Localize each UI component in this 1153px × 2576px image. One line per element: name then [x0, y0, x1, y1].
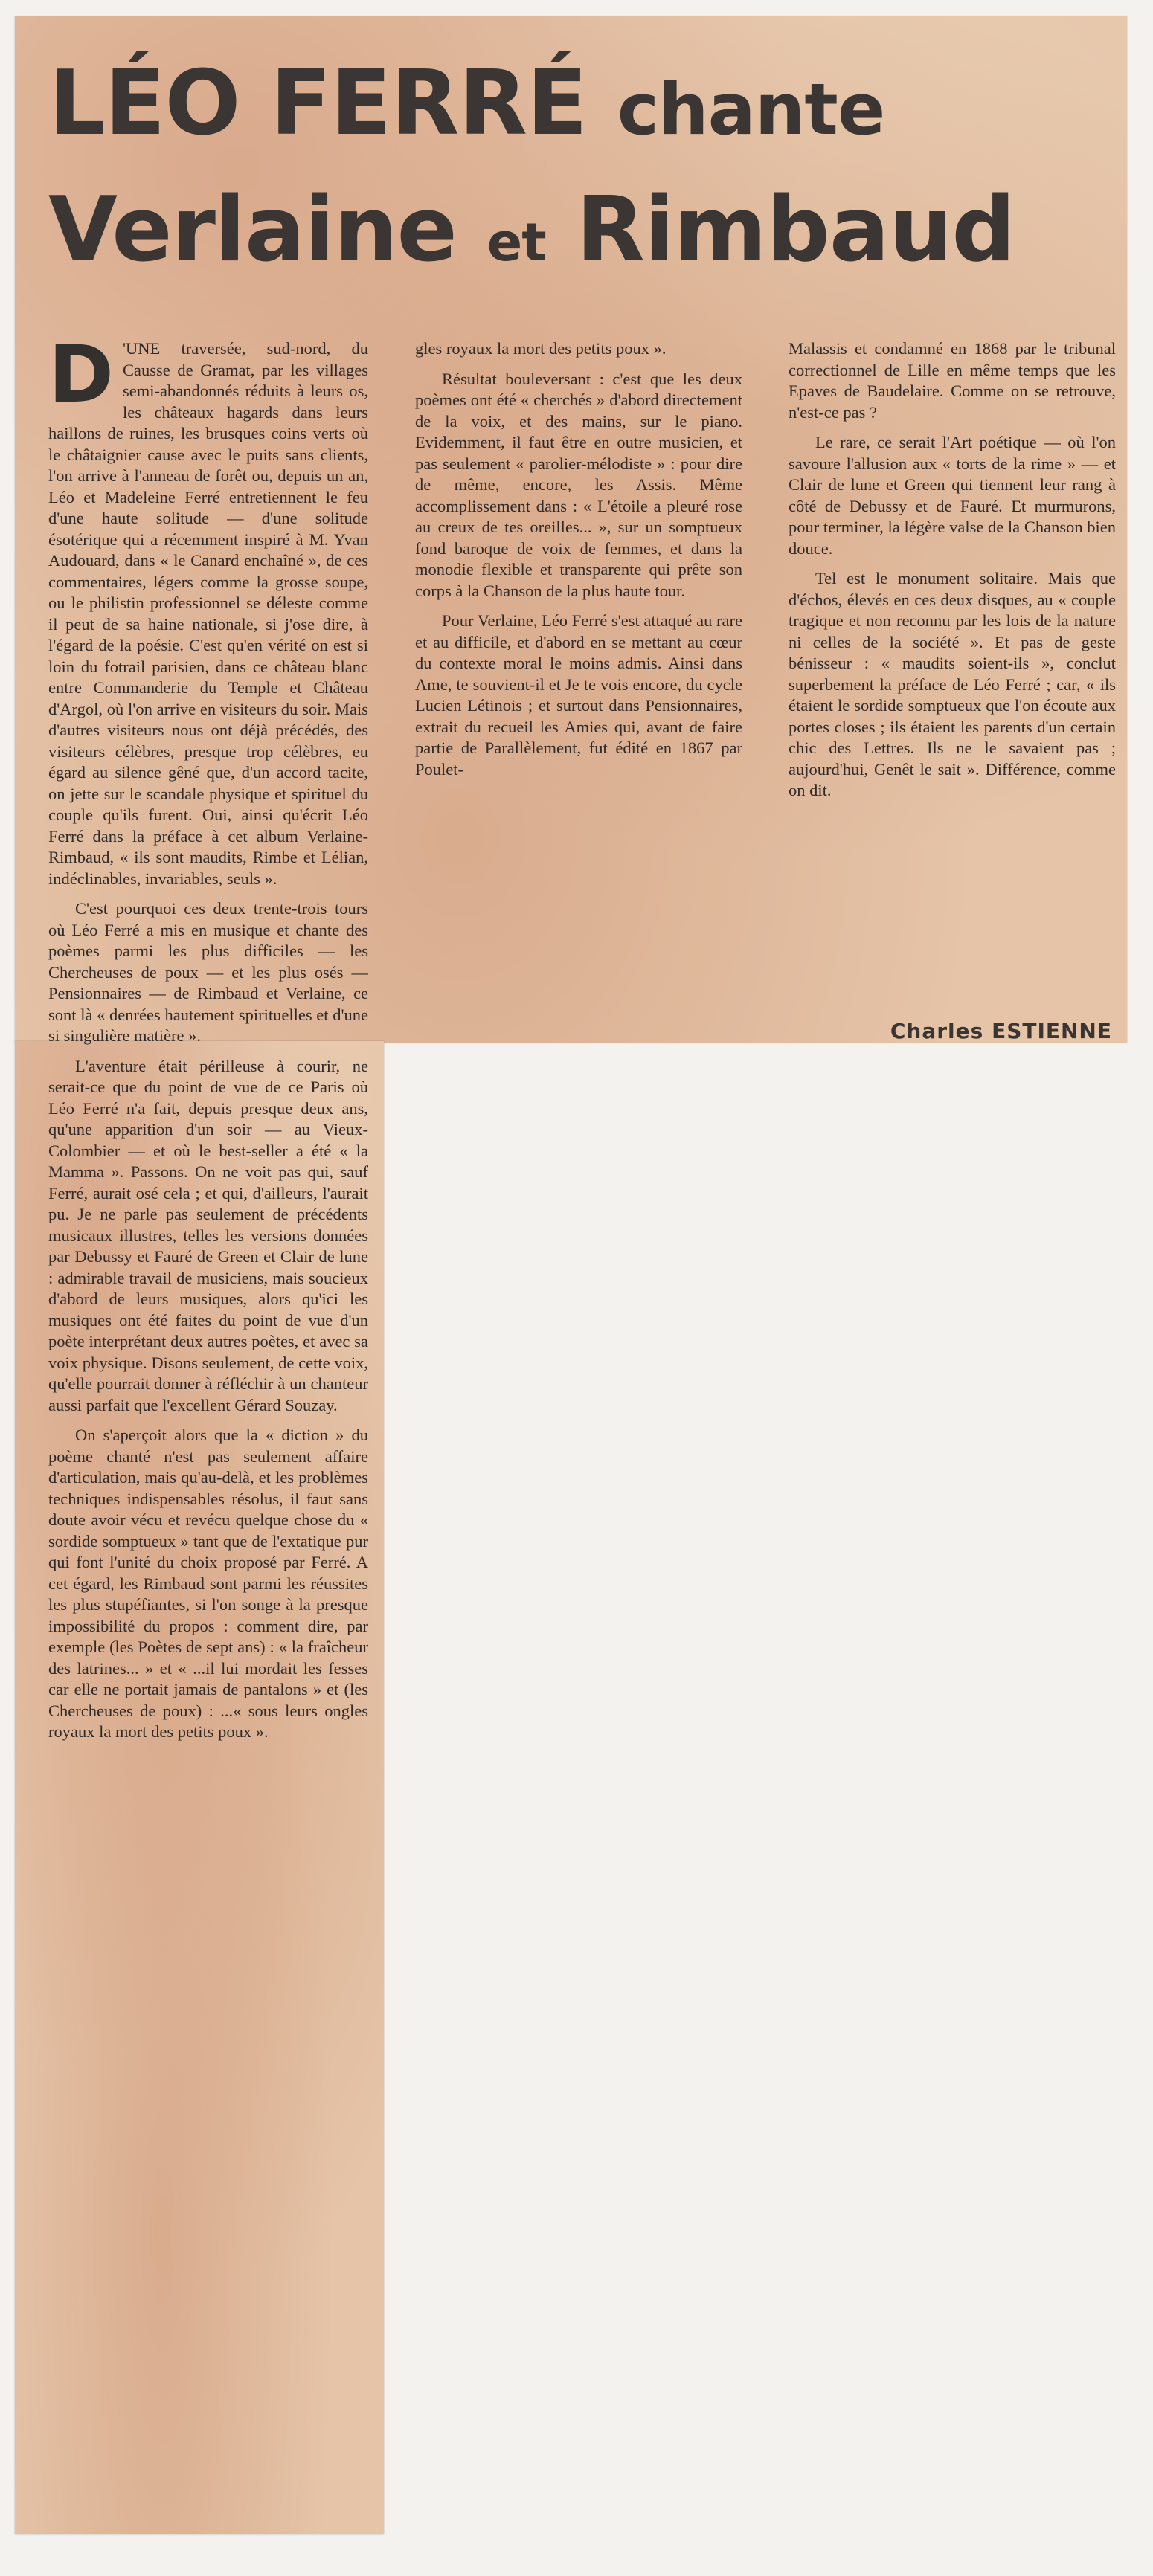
- drop-cap: D: [48, 338, 114, 420]
- paragraph: On s'aperçoit alors que la « diction » du poème chanté n'est pas seulement affaire d'articulation, mais qu'au-delà, et les problèmes techniques indispensables résolus, il faut sans doute avoir vécu et revécu quelque chose du « sordide somptueux » tant que de l'extatique pur qui font l'unité du choix proposé par Ferré. A cet égard, les Rimbaud sont parmi les réussites les plus stupéfiantes, si l'on songe à la presque impossibilité du propos : comment dire, par exemple (les Poètes de sept ans) : « la fraîcheur des latrines... » et « ...il lui mordait les fesses car elle ne portait jamais de pantalons » et (les Chercheuses de poux) : ...« sous leurs ongles royaux la mort des petits poux ».: [48, 1426, 368, 1741]
- author-signature: Charles ESTIENNE: [890, 1019, 1112, 1043]
- article-column-2: [415, 338, 742, 1008]
- paragraph: Le rare, ce serait l'Art poétique — où l'on savoure l'allusion aux « torts de la rime » — et Clair de lune et Green qui tiennent leur rang à côté de Debussy et de Fauré. Et murmurons, pour terminer, la légère valse de la Chanson bien douce.: [789, 433, 1116, 558]
- headline-line-1: [48, 41, 1120, 167]
- headline-et: et: [486, 212, 546, 273]
- paragraph: [48, 338, 368, 889]
- paragraph: C'est pourquoi ces deux trente-trois tours où Léo Ferré a mis en musique et chante des poèmes parmi les plus difficiles — les Chercheuses de poux — et les plus osés — Pensionnaires — de Rimbaud et Verlaine, ce sont là « denrées hautement spirituelles et d'une si singulière matière ».: [48, 899, 368, 1045]
- paragraph: Résultat bouleversant : c'est que les deux poèmes ont été « cherchés » d'abord directement de la voix, et des mains, sur le piano. Evidemment, il faut être en outre musicien, et pas seulement « parolier-mélodiste » : pour dire de même, encore, les Assis. Même accomplissement dans : « L'étoile a pleuré rose au creux de tes oreilles... », sur un somptueux fond baroque de voix de femmes, et dans la monodie flexible et transparente qui prête son corps à la Chanson de la plus haute tour.: [415, 369, 742, 600]
- paragraph: gles royaux la mort des petits poux ».: [415, 339, 667, 358]
- headline-name: LÉO FERRÉ: [48, 52, 587, 155]
- paragraph-text: 'UNE traversée, sud-nord, du Causse de Gramat, par les villages semi-abandonnés réduits à leurs os, les châteaux hagards dans leurs haillons de ruines, les brusques coins verts où le châtaignier cause avec le puits sans clients, l'on arrive à l'anneau de forêt ou, depuis un an, Léo et Madeleine Ferré entretiennent le feu d'une haute solitude — d'une solitude ésotérique qui a récemment inspiré à M. Yvan Audouard, dans « le Canard enchaîné », de ces commentaires, légers comme la grosse soupe, ou le philistin professionnel se déleste comme il peut de sa haine nationale, si j'ose dire, à l'égard de la poésie. C'est qu'en vérité on est si loin du fotrail parisien, dans ce château blanc entre Commanderie du Temple et Château d'Argol, où l'on arrive en visiteurs du soir. Mais d'autres visiteurs nous ont déjà précédés, des visiteurs célèbres, presque trop célèbres, eu égard au silence gêné que, d'un accord tacite, on jette sur le scandale physique et spirituel du couple qu'ils furent. Oui, ainsi qu'écrit Léo Ferré dans la préface à cet album Verlaine-Rimbaud, « ils sont maudits, Rimbe et Lélian, indéclinables, invariables, seuls ».: [48, 339, 368, 888]
- paragraph: Pour Verlaine, Léo Ferré s'est attaqué au rare et au difficile, et d'abord en se mettant au cœur du contexte moral le moins admis. Ainsi dans Ame, te souvient-il et Je te vois encore, du cycle Lucien Létinois ; et surtout dans Pensionnaires, extrait du recueil les Amies qui, avant de faire partie de Parallèlement, fut édité en 1867 par Poulet-: [415, 611, 742, 779]
- headline-verb: chante: [617, 69, 885, 151]
- article-column-1: [48, 338, 368, 2532]
- article-column-3: [789, 338, 1116, 1008]
- paragraph: Tel est le monument solitaire. Mais que d'échos, élevés en ces deux disques, au « couple tragique et non reconnu par les lois de la nature ni celles de la société ». Et pas de geste bénisseur : « maudits soient-ils », conclut superbement la préface de Léo Ferré ; car, « ils étaient le sordide somptueux que l'on écoute aux portes closes ; ils étaient les parents d'un certain chic des Lettres. Ils ne le savaient pas ; aujourd'hui, Genêt le sait ». Différence, comme on dit.: [789, 569, 1116, 799]
- paragraph: Malassis et condamné en 1868 par le tribunal correctionnel de Lille en même temps que les Epaves de Baudelaire. Comme on se retrouve, n'est-ce pas ?: [789, 339, 1116, 422]
- headline-rimbaud: Rimbaud: [576, 178, 1015, 282]
- headline: [48, 41, 1120, 294]
- paragraph: L'aventure était périlleuse à courir, ne serait-ce que du point de vue de ce Paris où Léo Ferré n'a fait, depuis presque deux ans, qu'une apparition d'un soir — au Vieux-Colombier — et où le best-seller a été « la Mamma ». Passons. On ne voit pas qui, sauf Ferré, aurait osé cela ; et qui, d'ailleurs, l'aurait pu. Je ne parle pas seulement de précédents musicaux illustres, telles les versions données par Debussy et Fauré de Green et Clair de lune : admirable travail de musiciens, mais soucieux d'abord de leurs musiques, alors qu'ici les musiques ont été faites du point de vue d'un poète interprétant deux autres poètes, et avec sa voix physique. Disons seulement, de cette voix, qu'elle pourrait donner à réfléchir à un chanteur aussi parfait que l'excellent Gérard Souzay.: [48, 1056, 368, 1414]
- headline-verlaine: Verlaine: [48, 178, 457, 282]
- headline-line-2: [48, 167, 1120, 294]
